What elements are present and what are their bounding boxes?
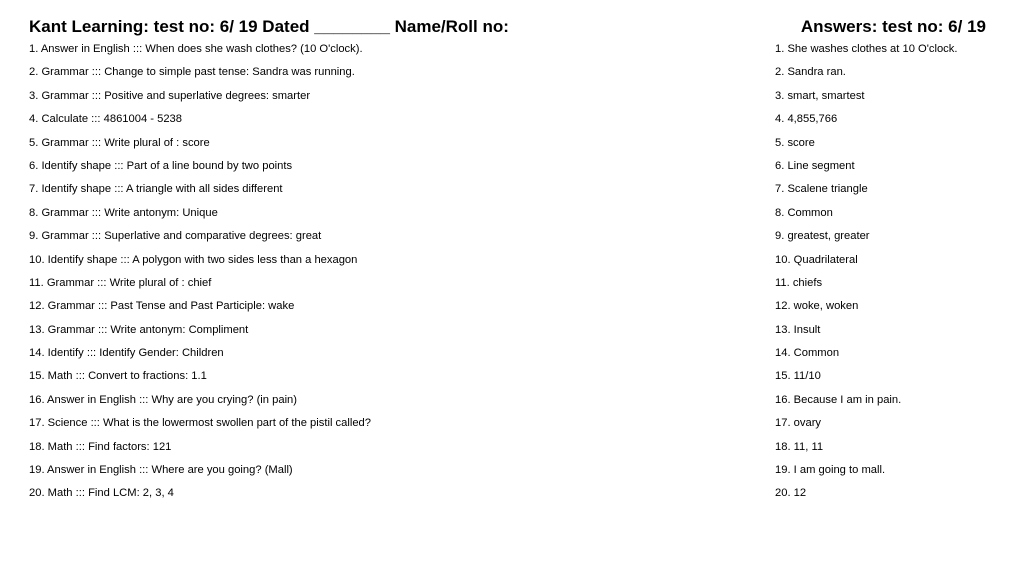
answer-item: 20. 12 <box>775 487 807 500</box>
question-item: 15. Math ::: Convert to fractions: 1.1 <box>29 370 207 383</box>
question-item: 7. Identify shape ::: A triangle with all sides different <box>29 183 283 196</box>
answer-item: 18. 11, 11 <box>775 440 824 453</box>
answer-item: 11. chiefs <box>775 276 823 289</box>
answers-section <box>775 15 1000 506</box>
test-title: Kant Learning: test no: 6/ 19 Dated ________ Name/Roll no: <box>29 17 509 36</box>
question-item: 1. Answer in English ::: When does she wash clothes? (10 O'clock). <box>29 43 363 55</box>
question-list <box>29 38 749 506</box>
answers-title: Answers: test no: 6/ 19 <box>800 17 986 36</box>
answer-item: 10. Quadrilateral <box>775 253 858 266</box>
question-item: 19. Answer in English ::: Where are you going? (Mall) <box>29 464 293 477</box>
question-item: 14. Identify ::: Identify Gender: Children <box>29 347 224 360</box>
answer-item: 2. Sandra ran. <box>775 66 846 79</box>
question-item: 5. Grammar ::: Write plural of : score <box>29 136 210 149</box>
question-item: 16. Answer in English ::: Why are you crying? (in pain) <box>29 393 298 406</box>
answer-item: 12. woke, woken <box>775 300 859 313</box>
question-item: 13. Grammar ::: Write antonym: Compliment <box>29 323 249 336</box>
question-item: 12. Grammar ::: Past Tense and Past Participle: wake <box>29 300 295 313</box>
question-item: 18. Math ::: Find factors: 121 <box>29 440 172 453</box>
question-item: 8. Grammar ::: Write antonym: Unique <box>29 206 218 219</box>
answer-item: 3. smart, smartest <box>775 89 865 102</box>
question-item: 11. Grammar ::: Write plural of : chief <box>29 276 212 289</box>
question-item: 3. Grammar ::: Positive and superlative degrees: smarter <box>29 89 311 102</box>
question-item: 9. Grammar ::: Superlative and comparative degrees: great <box>29 230 322 243</box>
answer-item: 16. Because I am in pain. <box>775 393 902 406</box>
question-item: 4. Calculate ::: 4861004 - 5238 <box>29 113 183 126</box>
answer-item: 13. Insult <box>775 323 821 336</box>
answer-item: 5. score <box>775 136 815 149</box>
test-section <box>29 15 749 506</box>
question-item: 10. Identify shape ::: A polygon with two sides less than a hexagon <box>29 253 358 266</box>
answer-item: 19. I am going to mall. <box>775 464 886 477</box>
answer-item: 14. Common <box>775 347 840 360</box>
answer-item: 1. She washes clothes at 10 O'clock. <box>775 43 958 55</box>
answer-item: 4. 4,855,766 <box>775 113 838 126</box>
answer-list <box>775 38 1000 506</box>
answer-item: 9. greatest, greater <box>775 230 870 243</box>
answer-item: 17. ovary <box>775 417 822 430</box>
question-item: 2. Grammar ::: Change to simple past tense: Sandra was running. <box>29 66 355 79</box>
question-item: 17. Science ::: What is the lowermost swollen part of the pistil called? <box>29 417 371 430</box>
answer-item: 8. Common <box>775 206 833 219</box>
question-item: 20. Math ::: Find LCM: 2, 3, 4 <box>29 487 174 500</box>
question-item: 6. Identify shape ::: Part of a line bound by two points <box>29 159 293 172</box>
answer-item: 6. Line segment <box>775 159 855 172</box>
answer-item: 7. Scalene triangle <box>775 183 868 196</box>
answer-item: 15. 11/10 <box>775 370 821 383</box>
